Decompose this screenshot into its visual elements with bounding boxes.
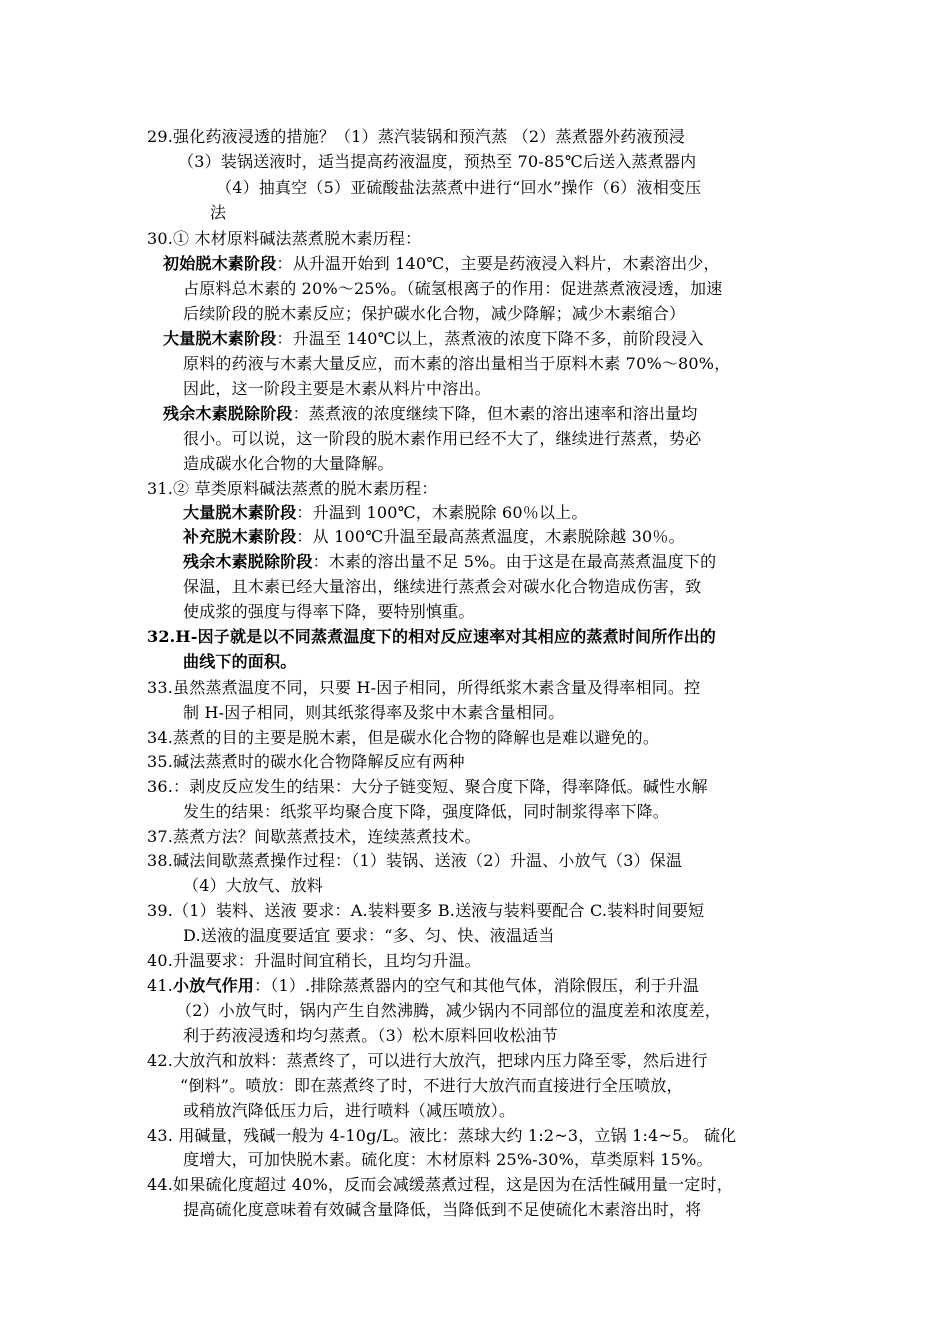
item-heading: 小放气作用 <box>173 976 255 995</box>
item-30-stage-1 <box>163 252 720 276</box>
stage-text: ：从 100℃升温至最高蒸煮温度，木素脱除越 30％。 <box>296 527 685 546</box>
item-44-line-1: 44.如果硫化度超过 40%，反而会减缓蒸煮过程，这是因为在活性碱用量一定时， <box>147 1175 733 1194</box>
item-39-line-1: 39.（1）装料、送液 要求：A.装料要多 B.送液与装料要配合 C.装料时间要短 <box>147 901 705 920</box>
item-43-line-1: 43. 用碱量，残碱一般为 4-10g/L。液比：蒸球大约 1:2~3，立锅 1:4~5。 硫化 <box>147 1126 737 1145</box>
item-43-line-2: 度增大，可加快脱木素。硫化度：木材原料 25%-30%，草类原料 15%。 <box>183 1150 713 1169</box>
item-30-stage-1-line-2: 占原料总木素的 20%～25%。（硫氢根离子的作用：促进蒸煮液浸透，加速 <box>183 279 723 298</box>
item-35-line-1: 35.碱法蒸煮时的碳水化合物降解反应有两种 <box>147 752 465 771</box>
item-30-stage-1-line-3: 后续阶段的脱木素反应；保护碳水化合物，减少降解；减少木素缩合） <box>183 304 686 323</box>
stage-text: ：从升温开始到 140℃，主要是药液浸入料片，木素溶出少， <box>276 254 720 273</box>
stage-text: ：升温到 100℃，木素脱除 60％以上。 <box>296 503 588 522</box>
item-29-line-2: （3）装锅送液时，适当提高药液温度，预热至 70-85℃后送入蒸煮器内 <box>178 152 697 171</box>
item-36-line-2: 发生的结果：纸浆平均聚合度下降，强度降低，同时制浆得率下降。 <box>183 802 670 821</box>
item-29-line-3: （4）抽真空（5）亚硫酸盐法蒸煮中进行“回水”操作（6）液相变压 <box>216 178 702 197</box>
item-30-stage-3-line-2: 很小。可以说，这一阶段的脱木素作用已经不大了，继续进行蒸煮，势必 <box>183 429 702 448</box>
item-30-stage-2-line-2: 原料的药液与木素大量反应，而木素的溶出量相当于原料木素 70%～80%， <box>183 354 731 373</box>
item-44-line-2: 提高硫化度意味着有效碱含量降低，当降低到不足使硫化木素溶出时，将 <box>183 1200 702 1219</box>
item-34-line-1: 34.蒸煮的目的主要是脱木素，但是碳水化合物的降解也是难以避免的。 <box>147 728 660 747</box>
item-31-stage-3-line-2: 保温，且木素已经大量溶出，继续进行蒸煮会对碳水化合物造成伤害，致 <box>183 577 702 596</box>
stage-heading: 大量脱木素阶段 <box>163 329 277 348</box>
item-42-line-1: 42.大放汽和放料：蒸煮终了，可以进行大放汽，把球内压力降至零，然后进行 <box>147 1051 708 1070</box>
item-text: ：（1）.排除蒸煮器内的空气和其他气体，消除假压，利于升温 <box>254 976 700 995</box>
item-32-line-2: 曲线下的面积。 <box>183 652 297 671</box>
item-33-line-2: 制 H-因子相同，则其纸浆得率及浆中木素含量相同。 <box>183 703 565 722</box>
item-38-line-2: （4）大放气、放料 <box>183 876 323 895</box>
stage-text: ：木素的溶出量不足 5%。由于这是在最高蒸煮温度下的 <box>312 552 717 571</box>
stage-heading: 大量脱木素阶段 <box>183 503 297 522</box>
stage-text: ：蒸煮液的浓度继续下降，但木素的溶出速率和溶出量均 <box>292 404 698 423</box>
item-31-line-1: 31.② 草类原料碱法蒸煮的脱木素历程： <box>147 479 438 498</box>
item-40-line-1: 40.升温要求：升温时间宜稍长，且均匀升温。 <box>147 951 481 970</box>
item-36-line-1: 36.：剥皮反应发生的结果：大分子链变短、聚合度下降，得率降低。碱性水解 <box>147 777 708 796</box>
stage-heading: 残余木素脱除阶段 <box>183 552 313 571</box>
item-42-line-2: “倒料”。喷放：即在蒸煮终了时，不进行大放汽而直接进行全压喷放， <box>180 1076 683 1095</box>
item-31-stage-3-line-3: 使成浆的强度与得率下降，要特别慎重。 <box>183 602 475 621</box>
item-39-line-2: D.送液的温度要适宜 要求：“多、匀、快、液温适当 <box>183 926 555 945</box>
item-30-stage-2 <box>163 327 704 351</box>
item-30-stage-3-line-3: 造成碳水化合物的大量降解。 <box>183 454 394 473</box>
item-42-line-3: 或稍放汽降低压力后，进行喷料（减压喷放）。 <box>183 1101 516 1120</box>
stage-heading: 残余木素脱除阶段 <box>163 404 293 423</box>
item-31-stage-3 <box>183 550 716 574</box>
item-32-line-1: 32.H-因子就是以不同蒸煮温度下的相对反应速率对其相应的蒸煮时间所作出的 <box>147 627 716 646</box>
stage-heading: 补充脱木素阶段 <box>183 527 297 546</box>
item-41-line-3: 利于药液浸透和均匀蒸煮。（3）松木原料回收松油节 <box>183 1026 558 1045</box>
item-30-line-1: 30.① 木材原料碱法蒸煮脱木素历程： <box>147 229 422 248</box>
item-29-line-1: 29.强化药液浸透的措施？（1）蒸汽装锅和预汽蒸 （2）蒸煮器外药液预浸 <box>147 127 686 146</box>
item-33-line-1: 33.虽然蒸煮温度不同，只要 H-因子相同，所得纸浆木素含量及得率相同。控 <box>147 678 701 697</box>
item-41-line-1 <box>147 974 699 998</box>
item-30-stage-2-line-3: 因此，这一阶段主要是木素从料片中溶出。 <box>183 379 491 398</box>
item-29-line-4: 法 <box>210 203 227 222</box>
item-38-line-1: 38.碱法间歇蒸煮操作过程：（1）装锅、送液（2）升温、小放气（3）保温 <box>147 851 683 870</box>
item-number: 41. <box>147 976 174 995</box>
item-37-line-1: 37.蒸煮方法？间歇蒸煮技术，连续蒸煮技术。 <box>147 827 481 846</box>
item-31-stage-1 <box>183 501 588 525</box>
item-30-stage-3 <box>163 402 698 426</box>
item-31-stage-2 <box>183 525 685 549</box>
stage-heading: 初始脱木素阶段 <box>163 254 277 273</box>
item-41-line-2: （2）小放气时，锅内产生自然沸腾，减少锅内不同部位的温度差和浓度差， <box>176 1001 721 1020</box>
stage-text: ：升温至 140℃以上，蒸煮液的浓度下降不多，前阶段浸入 <box>276 329 704 348</box>
